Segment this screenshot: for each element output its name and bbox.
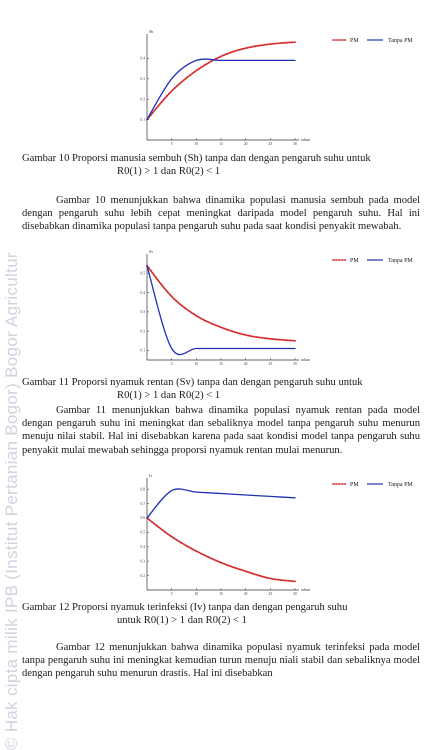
y-tick-label: 0.2	[140, 97, 145, 102]
legend-pm-label: PM	[350, 38, 359, 44]
x-tick-label: 15	[219, 362, 223, 366]
series-pm-line	[147, 266, 295, 341]
series-tanpa-pm-line	[147, 489, 295, 518]
x-tick-label: 15	[219, 142, 223, 146]
legend-tanpa-pm-label: Tanpa PM	[388, 482, 413, 488]
x-tick-label: 5	[170, 592, 173, 596]
y-tick-label: 0.4	[140, 545, 145, 549]
y-axis-label: Iv	[149, 473, 153, 478]
series-tanpa-pm-line	[147, 59, 295, 120]
series-tanpa-pm-line	[147, 266, 295, 355]
x-tick-label: 15	[219, 592, 223, 596]
series-pm-line	[147, 42, 295, 120]
caption-10-label: Gambar 10	[22, 153, 70, 164]
x-tick-label: 25	[268, 362, 273, 366]
x-tick-label: 25	[268, 142, 273, 146]
y-tick-label: 0.3	[140, 559, 145, 564]
x-tick-label: 30	[293, 142, 297, 146]
x-tick-label: 30	[293, 362, 297, 366]
watermark-text: © Hak cipta milik IPB (Institut Pertanian Bogor) Bogor Agricultur	[2, 252, 21, 750]
legend-pm-label: PM	[350, 258, 359, 264]
caption-10-line1: Proporsi manusia sembuh (Sh) tanpa dan dengan pengaruh suhu untuk	[72, 153, 371, 164]
paragraph-11	[22, 404, 420, 457]
x-tick-label: 20	[243, 592, 248, 596]
x-tick-label: 10	[194, 592, 199, 596]
y-tick-label: 0.3	[140, 310, 145, 315]
figure-12	[135, 472, 427, 600]
y-tick-label: 0.1	[140, 348, 145, 353]
x-tick-label: 5	[170, 362, 173, 366]
caption-10	[22, 152, 420, 178]
paragraph-10	[22, 194, 420, 234]
y-tick-label: 0.2	[140, 573, 145, 578]
paragraph-12	[22, 641, 420, 681]
figure-11	[135, 248, 427, 370]
y-tick-label: 0.4	[140, 56, 145, 61]
y-tick-label: 0.3	[140, 77, 145, 81]
watermark	[0, 0, 26, 750]
chart-10	[135, 28, 427, 150]
legend-tanpa-pm-label: Tanpa PM	[388, 258, 413, 264]
y-tick-label: 0.2	[140, 329, 145, 334]
y-tick-label: 0.6	[140, 516, 145, 521]
caption-12-line2: untuk R0(1) > 1 dan R0(2) < 1	[117, 615, 247, 626]
x-tick-label: 10	[194, 142, 199, 146]
x-tick-label: 20	[243, 362, 248, 366]
chart-11	[135, 248, 427, 370]
y-tick-label: 0.8	[140, 487, 145, 492]
caption-12	[22, 601, 420, 627]
paragraph-10-text: Gambar 10 menunjukkan bahwa dinamika populasi manusia sembuh pada model dengan pengaruh suhu lebih cepat meningkat daripada model pengaruh suhu. Hal ini disebabkan dinamika populasi tanpa pengaruh suhu pada saat kondisi penyakit mewabah.	[22, 195, 420, 233]
x-tick-label: 30	[293, 592, 297, 596]
series-pm-line	[147, 518, 295, 581]
chart-12	[135, 472, 427, 600]
y-tick-label: 0.7	[140, 501, 145, 506]
caption-11-line2: R0(1) > 1 dan R0(2) < 1	[117, 390, 221, 401]
legend-tanpa-pm-label: Tanpa PM	[388, 38, 413, 44]
caption-12-line1: Proporsi nyamuk terinfeksi (Iv) tanpa dan dengan pengaruh suhu	[72, 602, 348, 613]
y-tick-label: 0.4	[140, 290, 145, 295]
paragraph-12-text: Gambar 12 menunjukkan bahwa dinamika populasi nyamuk terinfeksi pada model tanpa pengaruh suhu ini meningkat kemudian turun menuju niali stabil dan sebaliknya model dengan pengaruh suhu menurun drastis. Hal ini disebabkan	[22, 642, 420, 680]
x-tick-label: 10	[194, 362, 199, 366]
caption-11-label: Gambar 11	[22, 377, 69, 388]
caption-12-label: Gambar 12	[22, 602, 70, 613]
x-tick-label: 25	[268, 592, 273, 596]
y-axis-label: Sv	[149, 249, 154, 254]
x-axis-label: tahun	[301, 137, 310, 142]
caption-11-line1: Proporsi nyamuk rentan (Sv) tanpa dan dengan pengaruh suhu untuk	[71, 377, 363, 388]
y-tick-label: 0.1	[140, 117, 145, 122]
y-axis-label: Sh	[149, 29, 154, 34]
legend-pm-label: PM	[350, 482, 359, 488]
caption-10-line2: R0(1) > 1 dan R0(2) < 1	[117, 166, 221, 177]
figure-10	[135, 28, 427, 150]
x-axis-label: tahun	[301, 357, 310, 362]
x-axis-label: tahun	[301, 587, 310, 592]
caption-11	[22, 376, 420, 402]
y-tick-label: 0.5	[140, 271, 145, 276]
x-tick-label: 5	[170, 142, 173, 146]
x-tick-label: 20	[243, 142, 248, 146]
paragraph-11-text: Gambar 11 menunjukkan bahwa dinamika populasi nyamuk rentan pada model dengan pengaruh suhu ini meningkat dan sebaliknya model tanpa pengaruh suhu menurun menuju nilai stabil. Hal ini disebabkan karena pada saat kondisi model tanpa pengaruh suhu penyakit mulai mewabah sehingga proporsi nyamuk rentan mulai menurun.	[22, 405, 420, 456]
y-tick-label: 0.5	[140, 530, 145, 535]
